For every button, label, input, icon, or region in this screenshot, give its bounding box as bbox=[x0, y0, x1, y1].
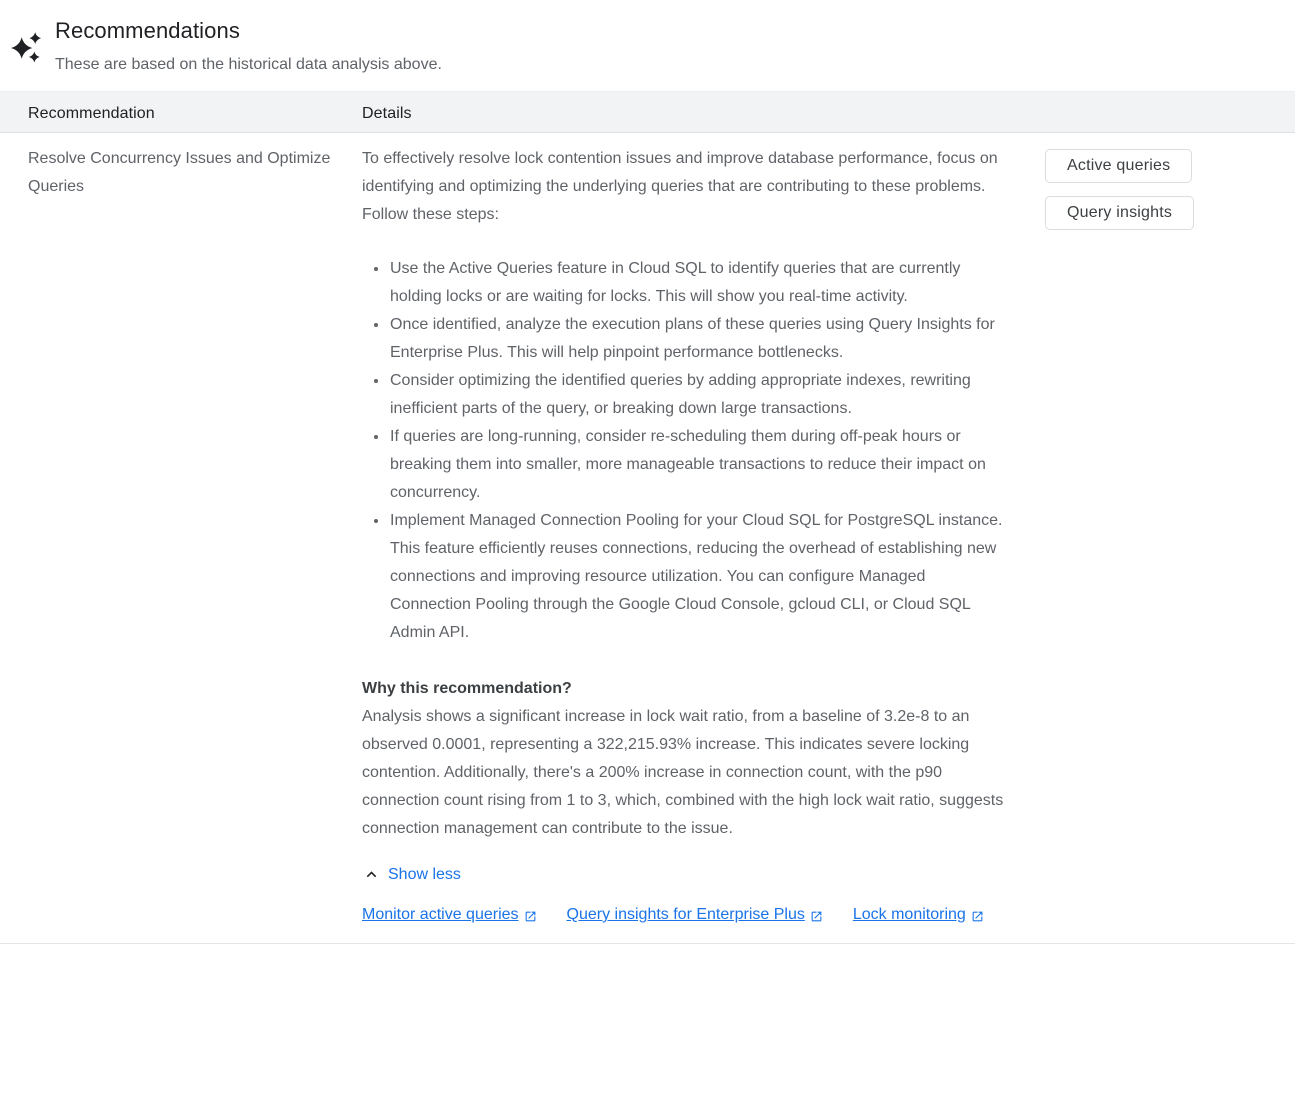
table-row bbox=[0, 133, 1295, 944]
page-subtitle: These are based on the historical data analysis above. bbox=[55, 56, 442, 73]
show-less-button[interactable] bbox=[362, 865, 461, 884]
why-recommendation-heading: Why this recommendation? bbox=[362, 680, 572, 697]
open-in-new-icon bbox=[971, 910, 984, 923]
show-less-label: Show less bbox=[388, 865, 461, 883]
gemini-sparkle-icon bbox=[8, 26, 48, 70]
bullet-item: • Consider optimizing the identified queries by adding appropriate indexes, rewriting inefficient parts of the query, or breaking down large transactions. bbox=[389, 367, 1007, 423]
details-intro: To effectively resolve lock contention issues and improve database performance, focus on identifying and optimizing the underlying queries that are contributing to these problems. Follow these steps: bbox=[362, 150, 998, 223]
link-label: Lock monitoring bbox=[852, 906, 966, 923]
open-in-new-icon bbox=[810, 910, 823, 923]
link-label: Query insights for Enterprise Plus bbox=[566, 906, 805, 923]
link-lock-monitoring[interactable] bbox=[853, 901, 984, 929]
details-bullet-list bbox=[362, 255, 1007, 647]
bullet-item: • Once identified, analyze the execution plans of these queries using Query Insights for Enterprise Plus. This will help pinpoint performance bottlenecks. bbox=[389, 311, 1007, 367]
bullet-item: • Implement Managed Connection Pooling for your Cloud SQL for PostgreSQL instance. This feature efficiently reuses connections, reducing the overhead of establishing new connections and improving resource utilization. You can configure Managed Connection Pooling through the Google Cloud Console, gcloud CLI, or Cloud SQL Admin API. bbox=[389, 507, 1007, 647]
column-header-details: Details bbox=[362, 104, 412, 122]
link-label: Monitor active queries bbox=[362, 906, 519, 923]
open-in-new-icon bbox=[524, 910, 537, 923]
recommendation-actions bbox=[1007, 142, 1295, 230]
page-title: Recommendations bbox=[55, 18, 240, 43]
documentation-links bbox=[362, 901, 1007, 929]
chevron-up-icon bbox=[362, 865, 381, 884]
recommendation-title: Resolve Concurrency Issues and Optimize Queries bbox=[28, 150, 331, 195]
link-query-insights-enterprise-plus[interactable] bbox=[567, 901, 823, 929]
link-monitor-active-queries[interactable] bbox=[362, 901, 537, 929]
bullet-item: • Use the Active Queries feature in Cloud SQL to identify queries that are currently holding locks or are waiting for locks. This will show you real-time activity. bbox=[389, 255, 1007, 311]
column-header-recommendation: Recommendation bbox=[28, 104, 155, 122]
recommendation-details bbox=[362, 142, 1007, 929]
recommendations-header bbox=[0, 0, 1295, 77]
query-insights-button[interactable]: Query insights bbox=[1045, 196, 1194, 230]
bullet-item: • If queries are long-running, consider re-scheduling them during off-peak hours or breaking them into smaller, more manageable transactions to reduce their impact on concurrency. bbox=[389, 423, 1007, 507]
why-recommendation-text: Analysis shows a significant increase in lock wait ratio, from a baseline of 3.2e-8 to an observed 0.0001, representing a 322,215.93% increase. This indicates severe locking contention. Additionally, there's a 200% increase in connection count, with the p90 connection count rising from 1 to 3, which, combined with the high lock wait ratio, suggests connection management can contribute to the issue. bbox=[362, 708, 1004, 837]
table-header-row bbox=[0, 91, 1295, 133]
recommendations-table bbox=[0, 91, 1295, 944]
active-queries-button[interactable]: Active queries bbox=[1045, 149, 1192, 183]
